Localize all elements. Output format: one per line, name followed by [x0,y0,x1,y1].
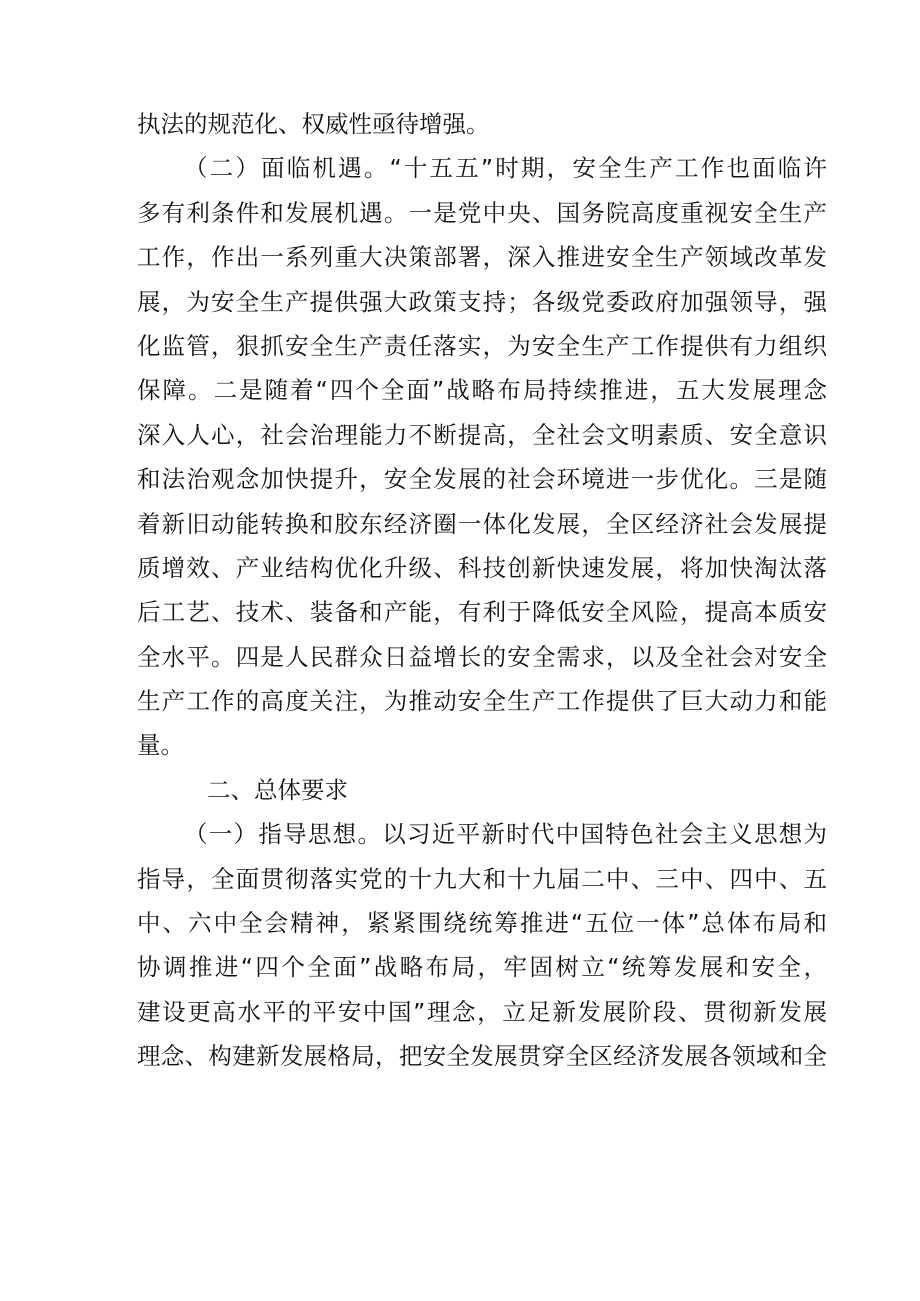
text-line: 生产工作的高度关注，为推动安全生产工作提供了巨大动力和能 [137,687,827,716]
text-line: 全水平。四是人民群众日益增长的安全需求，以及全社会对安全 [137,642,827,671]
text-line: 量。 [137,731,184,760]
text-line: 展，为安全生产提供强大政策支持；各级党委政府加强领导，强 [137,287,827,316]
text-line: 保障。二是随着“四个全面”战略布局持续推进，五大发展理念 [137,376,827,405]
text-line: 和法治观念加快提升，安全发展的社会环境进一步优化。三是随 [137,465,827,494]
text-line: 后工艺、技术、装备和产能，有利于降低安全风险，提高本质安 [137,598,827,627]
text-line: 工作，作出一系列重大决策部署，深入推进安全生产领域改革发 [137,243,827,272]
text-line: 中、六中全会精神，紧紧围绕统筹推进“五位一体”总体布局和 [137,909,827,938]
text-line: 协调推进“四个全面”战略布局，牢固树立“统筹发展和安全， [137,953,827,982]
text-line: 建设更高水平的平安中国”理念，立足新发展阶段、贯彻新发展 [137,997,827,1026]
text-line: 理念、构建新发展格局，把安全发展贯穿全区经济发展各领域和全 [137,1042,827,1071]
text-line: （二）面临机遇。“十五五”时期，安全生产工作也面临许 [184,154,827,183]
text-line: 执法的规范化、权威性亟待增强。 [137,110,490,138]
section-heading-block [137,768,827,812]
paragraph-continuation [137,102,827,146]
section-heading: 二、总体要求 [207,775,348,804]
text-line: 化监管，狠抓安全生产责任落实，为安全生产工作提供有力组织 [137,331,827,360]
text-line: 指导，全面贯彻落实党的十九大和十九届二中、三中、四中、五 [137,864,827,893]
text-line: 深入人心，社会治理能力不断提高，全社会文明素质、安全意识 [137,420,827,449]
text-line: 多有利条件和发展机遇。一是党中央、国务院高度重视安全生产 [137,198,827,227]
text-line: 着新旧动能转换和胶东经济圈一体化发展，全区经济社会发展提 [137,509,827,538]
document-body [137,102,827,1079]
paragraph-guiding-ideology [137,812,827,1078]
text-line: （一）指导思想。以习近平新时代中国特色社会主义思想为 [184,820,827,849]
paragraph-opportunities [137,146,827,767]
text-line: 质增效、产业结构优化升级、科技创新快速发展，将加快淘汰落 [137,553,827,582]
